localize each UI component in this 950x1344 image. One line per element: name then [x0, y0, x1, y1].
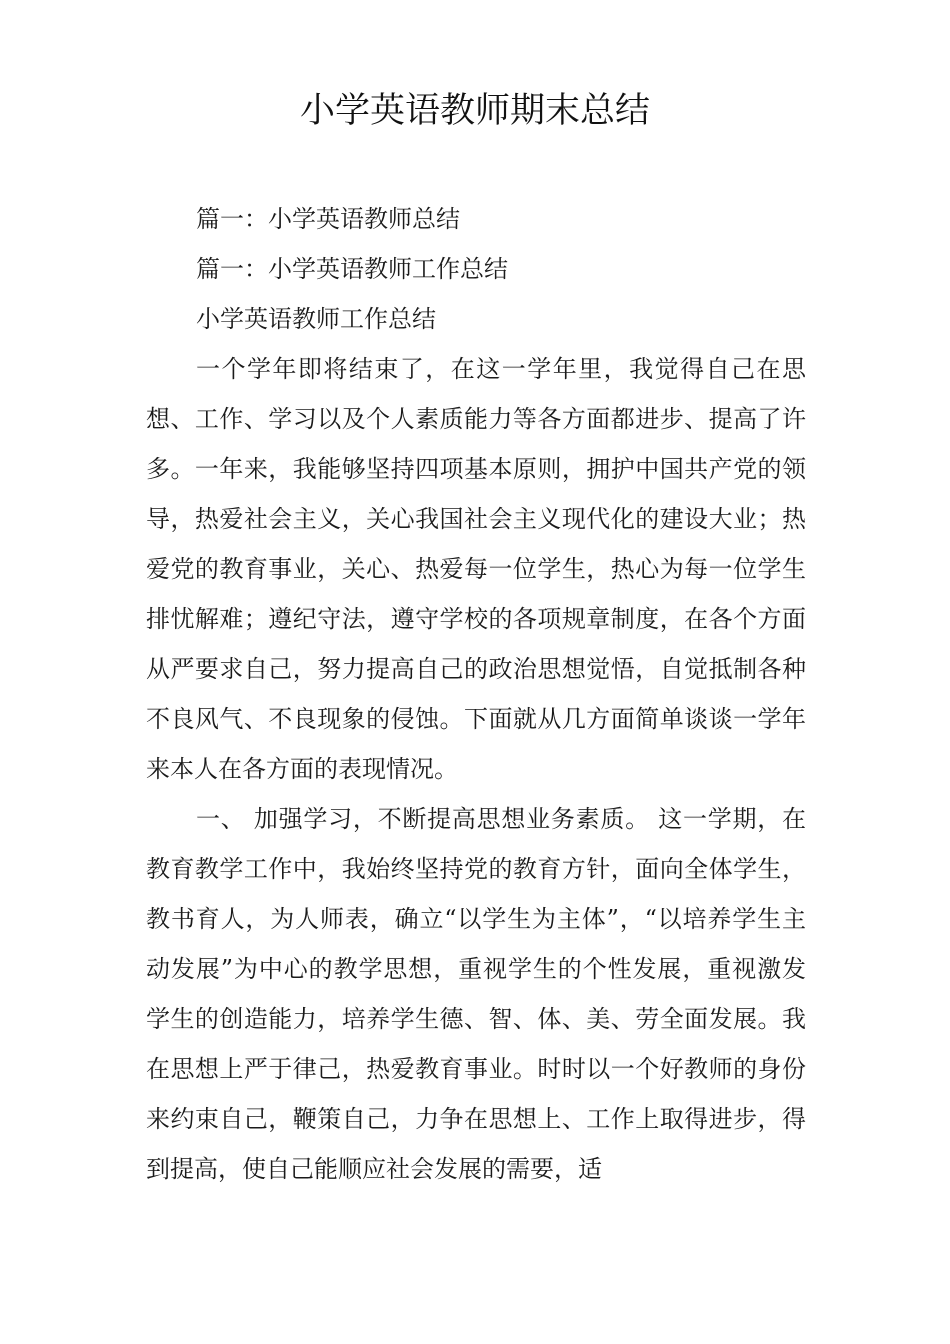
body-paragraph: 一、 加强学习，不断提高思想业务素质。 这一学期，在教育教学工作中，我始终坚持党的教育方针，面向全体学生，教书育人，为人师表，确立“以学生为主体”，“以培养学生主动发展”为中心的教学思想，重视学生的个性发展，重视激发学生的创造能力，培养学生德、智、体、美、劳全面发展。我在思想上严于律己，热爱教育事业。时时以一个好教师的身份来约束自己，鞭策自己，力争在思想上、工作上取得进步，得到提高，使自己能顺应社会发展的需要，适 — [146, 805, 806, 1183]
section-heading-2: 篇一：小学英语教师工作总结 — [196, 255, 508, 283]
section-heading-1: 篇一：小学英语教师总结 — [196, 205, 460, 233]
section-subtitle: 小学英语教师工作总结 — [196, 305, 436, 333]
document-body — [146, 194, 806, 1194]
document-title: 小学英语教师期末总结 — [299, 91, 650, 131]
body-paragraph: 一个学年即将结束了，在这一学年里，我觉得自己在思想、工作、学习以及个人素质能力等各方面都进步、提高了许多。一年来，我能够坚持四项基本原则，拥护中国共产党的领导，热爱社会主义，关心我国社会主义现代化的建设大业；热爱党的教育事业，关心、热爱每一位学生，热心为每一位学生排忧解难；遵纪守法，遵守学校的各项规章制度，在各个方面从严要求自己，努力提高自己的政治思想觉悟，自觉抵制各种不良风气、不良现象的侵蚀。下面就从几方面简单谈谈一学年来本人在各方面的表现情况。 — [146, 355, 806, 783]
